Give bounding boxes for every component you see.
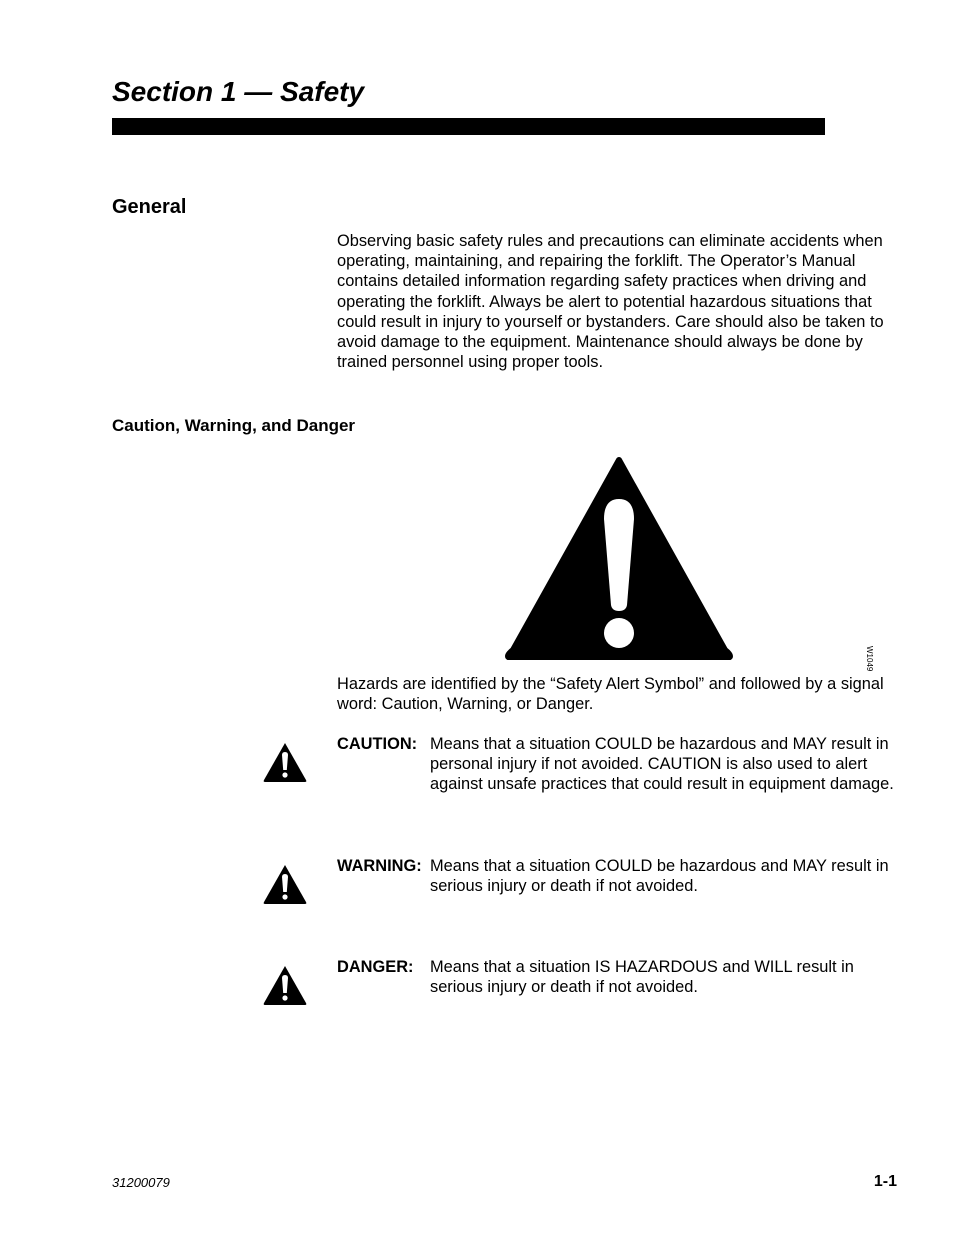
danger-entry <box>337 957 903 997</box>
title-rule <box>112 118 825 135</box>
caution-term: CAUTION: <box>337 735 418 753</box>
page-number: 1-1 <box>873 1173 897 1190</box>
warning-entry <box>337 856 903 896</box>
general-heading: General <box>112 196 187 218</box>
danger-term: DANGER: <box>337 958 414 976</box>
general-paragraph: Observing basic safety rules and precautions can eliminate accidents when operating, maintaining, and repairing the forklift. The Operator’s Manual contains detailed information regarding safety practices when driving and operating the forklift. Always be alert to potential hazardous situations that could result in injury to yourself or bystanders. Care should also be taken to avoid damage to the equipment. Maintenance should always be done by trained personnel using proper tools. <box>337 232 884 372</box>
warning-term: WARNING: <box>337 857 422 875</box>
signal-words-heading: Caution, Warning, and Danger <box>112 416 356 435</box>
warning-alert-icon <box>262 863 308 905</box>
hazard-intro-paragraph: Hazards are identified by the “Safety Alert Symbol” and followed by a signal word: Caution, Warning, or Danger. <box>337 675 884 714</box>
safety-alert-triangle-icon <box>503 455 735 660</box>
danger-description: Means that a situation IS HAZARDOUS and WILL result in serious injury or death if not avoided. <box>430 958 854 997</box>
danger-alert-icon <box>262 964 308 1006</box>
section-title: Section 1 — Safety <box>112 76 365 107</box>
warning-description: Means that a situation COULD be hazardous and MAY result in serious injury or death if not avoided. <box>430 857 889 896</box>
document-number: 31200079 <box>112 1175 170 1190</box>
figure-id: W1049 <box>865 646 874 672</box>
caution-alert-icon <box>262 741 308 783</box>
caution-description: Means that a situation COULD be hazardous and MAY result in personal injury if not avoided. CAUTION is also used to alert against unsafe practices that could result in equipment damage. <box>430 735 894 794</box>
caution-entry <box>337 734 903 795</box>
